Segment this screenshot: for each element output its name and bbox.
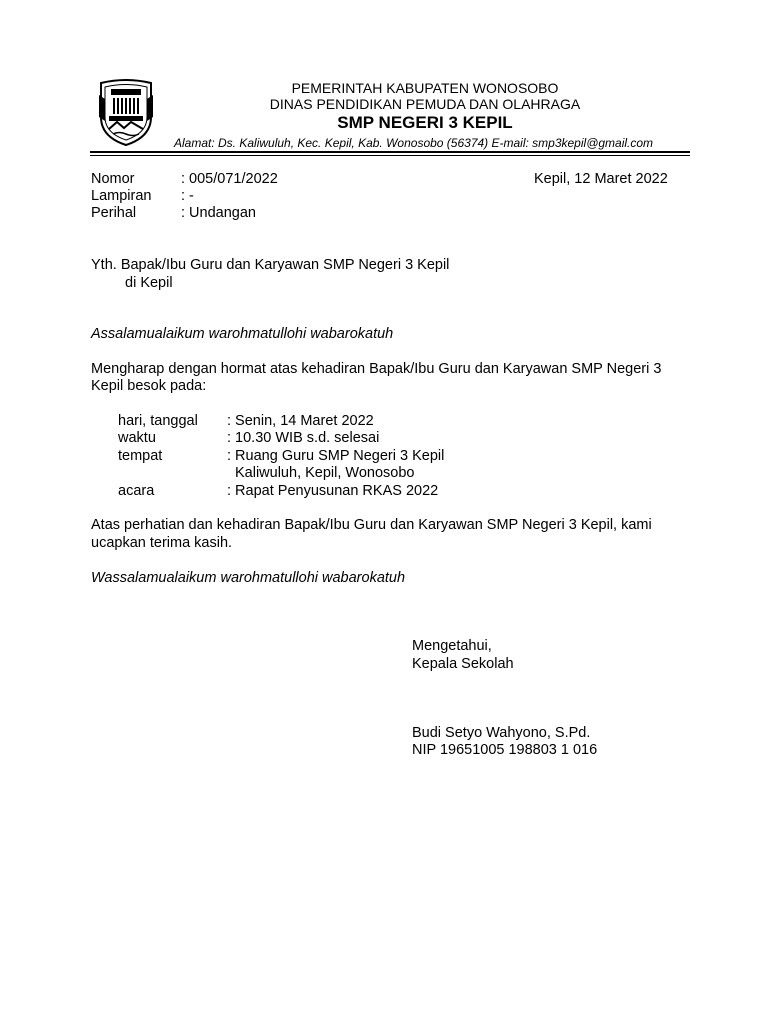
closing-greeting: Wassalamualaikum warohmatullohi wabarokatuh <box>91 570 406 586</box>
lampiran-value: : - <box>181 188 194 204</box>
perihal-label: Perihal <box>91 205 137 221</box>
lampiran-label: Lampiran <box>91 188 152 204</box>
detail-value-agenda: : Rapat Penyusunan RKAS 2022 <box>227 483 439 499</box>
closing-line-2: ucapkan terima kasih. <box>91 535 233 551</box>
letterhead-divider-thick <box>90 151 690 153</box>
place-date: Kepil, 12 Maret 2022 <box>534 171 668 187</box>
detail-value-place-line2: Kaliwuluh, Kepil, Wonosobo <box>235 465 415 481</box>
detail-value-time: : 10.30 WIB s.d. selesai <box>227 430 380 446</box>
recipient-location: di Kepil <box>125 275 173 291</box>
school-emblem-logo <box>97 77 155 147</box>
nomor-value: : 005/071/2022 <box>181 171 278 187</box>
letterhead-divider-thin <box>90 155 690 156</box>
detail-label-agenda: acara <box>118 483 155 499</box>
signature-position: Kepala Sekolah <box>412 656 514 672</box>
detail-label-date: hari, tanggal <box>118 413 198 429</box>
opening-greeting: Assalamualaikum warohmatullohi wabarokatuh <box>91 326 394 342</box>
kop-address: Alamat: Ds. Kaliwuluh, Kec. Kepil, Kab. Wonosobo (56374) E-mail: smp3kepil@gmail.com <box>174 136 654 150</box>
kop-line-department: DINAS PENDIDIKAN PEMUDA DAN OLAHRAGA <box>269 96 581 112</box>
intro-line-1: Mengharap dengan hormat atas kehadiran Bapak/Ibu Guru dan Karyawan SMP Negeri 3 <box>91 361 662 377</box>
perihal-value: : Undangan <box>181 205 256 221</box>
closing-line-1: Atas perhatian dan kehadiran Bapak/Ibu Guru dan Karyawan SMP Negeri 3 Kepil, kami <box>91 517 652 533</box>
detail-label-place: tempat <box>118 448 163 464</box>
kop-school-name: SMP NEGERI 3 KEPIL <box>337 113 513 132</box>
detail-value-date: : Senin, 14 Maret 2022 <box>227 413 374 429</box>
intro-line-2: Kepil besok pada: <box>91 378 207 394</box>
kop-line-government: PEMERINTAH KABUPATEN WONOSOBO <box>291 80 559 96</box>
detail-value-place: : Ruang Guru SMP Negeri 3 Kepil <box>227 448 445 464</box>
signature-name: Budi Setyo Wahyono, S.Pd. <box>412 725 591 741</box>
signature-acknowledged: Mengetahui, <box>412 638 492 654</box>
detail-label-time: waktu <box>118 430 156 446</box>
nomor-label: Nomor <box>91 171 135 187</box>
signature-nip: NIP 19651005 198803 1 016 <box>412 742 598 758</box>
recipient-line: Yth. Bapak/Ibu Guru dan Karyawan SMP Negeri 3 Kepil <box>91 257 450 273</box>
